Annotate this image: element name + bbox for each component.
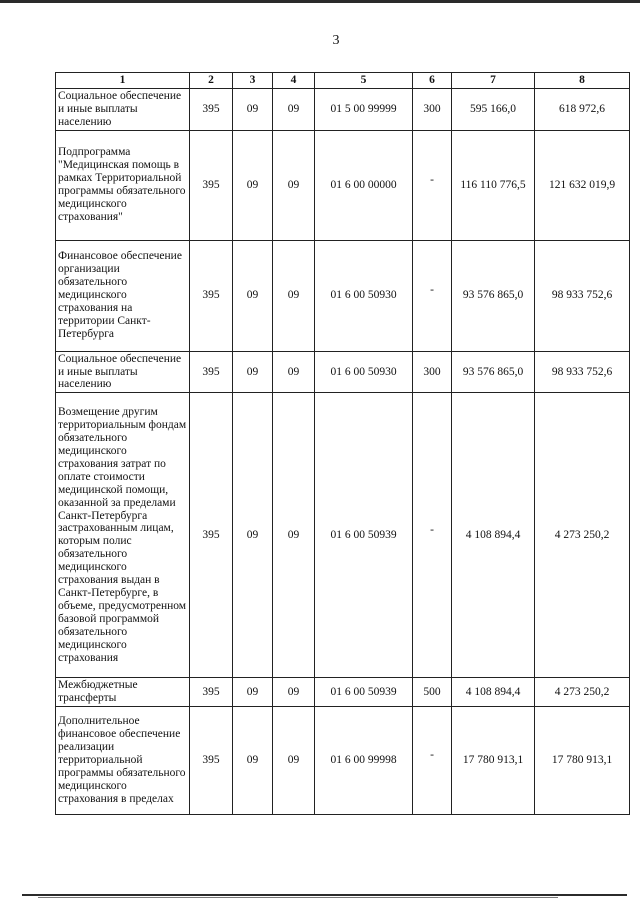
row-name-cell: Социальное обеспечение и иные выплаты населению <box>56 351 190 393</box>
row-code-cell: 01 5 00 99999 <box>315 88 413 130</box>
row-amount-1-cell: 93 576 865,0 <box>452 240 535 351</box>
row-code-cell: 01 6 00 50930 <box>315 240 413 351</box>
row-col4-cell: 09 <box>273 88 315 130</box>
row-col4-cell: 09 <box>273 393 315 678</box>
row-type-value: - <box>430 749 434 762</box>
row-amount-2-cell: 4 273 250,2 <box>535 393 630 678</box>
row-amount-2-cell: 618 972,6 <box>535 88 630 130</box>
row-type-cell <box>413 130 452 240</box>
row-amount-2-cell: 17 780 913,1 <box>535 707 630 815</box>
row-code-cell: 01 6 00 00000 <box>315 130 413 240</box>
top-scan-edge <box>0 0 640 3</box>
row-type-cell: 300 <box>413 88 452 130</box>
row-type-cell <box>413 393 452 678</box>
row-col2-cell: 395 <box>190 240 233 351</box>
row-col3-cell: 09 <box>233 88 273 130</box>
table-row <box>56 393 630 678</box>
row-amount-1-cell: 116 110 776,5 <box>452 130 535 240</box>
row-code-cell: 01 6 00 50939 <box>315 393 413 678</box>
row-col3-cell: 09 <box>233 707 273 815</box>
header-cell-8: 8 <box>535 73 630 89</box>
row-col4-cell: 09 <box>273 707 315 815</box>
row-name-cell: Финансовое обеспечение организации обязательного медицинского страхования на территории Санкт-Петербурга <box>56 240 190 351</box>
row-code-cell: 01 6 00 50939 <box>315 678 413 707</box>
table-row <box>56 678 630 707</box>
row-name-cell: Межбюджетные трансферты <box>56 678 190 707</box>
row-col4-cell: 09 <box>273 130 315 240</box>
table-header-row <box>56 73 630 89</box>
row-amount-2-cell: 4 273 250,2 <box>535 678 630 707</box>
row-type-cell: 300 <box>413 351 452 393</box>
header-cell-1: 1 <box>56 73 190 89</box>
table-row <box>56 707 630 815</box>
row-type-cell <box>413 240 452 351</box>
row-col3-cell: 09 <box>233 240 273 351</box>
row-col4-cell: 09 <box>273 240 315 351</box>
row-col2-cell: 395 <box>190 130 233 240</box>
row-name-cell: Возмещение другим территориальным фондам обязательного медицинского страхования затрат по оплате стоимости медицинской помощи, оказанной за пределами Санкт-Петербурга застрахованным лицам, которым полис обязательного медицинского страхования выдан в Санкт-Петербурге, в объеме, предусмотренном базовой программой обязательного медицинского страхования <box>56 393 190 678</box>
row-type-cell: 500 <box>413 678 452 707</box>
row-col2-cell: 395 <box>190 351 233 393</box>
row-type-cell <box>413 707 452 815</box>
row-col2-cell: 395 <box>190 678 233 707</box>
row-amount-1-cell: 4 108 894,4 <box>452 393 535 678</box>
header-cell-3: 3 <box>233 73 273 89</box>
header-cell-7: 7 <box>452 73 535 89</box>
row-col3-cell: 09 <box>233 130 273 240</box>
table-row <box>56 351 630 393</box>
table-row <box>56 240 630 351</box>
row-col2-cell: 395 <box>190 707 233 815</box>
row-amount-1-cell: 595 166,0 <box>452 88 535 130</box>
row-amount-2-cell: 121 632 019,9 <box>535 130 630 240</box>
row-col4-cell: 09 <box>273 351 315 393</box>
row-amount-1-cell: 93 576 865,0 <box>452 351 535 393</box>
header-cell-6: 6 <box>413 73 452 89</box>
row-type-value: - <box>430 523 434 536</box>
row-col2-cell: 395 <box>190 88 233 130</box>
row-col2-cell: 395 <box>190 393 233 678</box>
row-type-value: - <box>430 284 434 297</box>
row-name-cell: Социальное обеспечение и иные выплаты населению <box>56 88 190 130</box>
row-col3-cell: 09 <box>233 393 273 678</box>
row-amount-1-cell: 17 780 913,1 <box>452 707 535 815</box>
header-cell-5: 5 <box>315 73 413 89</box>
row-name-cell: Дополнительное финансовое обеспечение реализации территориальной программы обязательного медицинского страхования в пределах <box>56 707 190 815</box>
row-col3-cell: 09 <box>233 678 273 707</box>
row-code-cell: 01 6 00 50930 <box>315 351 413 393</box>
row-col4-cell: 09 <box>273 678 315 707</box>
header-cell-4: 4 <box>273 73 315 89</box>
table-row <box>56 88 630 130</box>
row-type-value: - <box>430 173 434 186</box>
row-amount-1-cell: 4 108 894,4 <box>452 678 535 707</box>
budget-table <box>55 72 630 815</box>
row-amount-2-cell: 98 933 752,6 <box>535 351 630 393</box>
header-cell-2: 2 <box>190 73 233 89</box>
page-number: 3 <box>332 33 340 48</box>
row-amount-2-cell: 98 933 752,6 <box>535 240 630 351</box>
bottom-scan-edge-shadow <box>38 897 558 898</box>
row-col3-cell: 09 <box>233 351 273 393</box>
row-code-cell: 01 6 00 99998 <box>315 707 413 815</box>
table-row <box>56 130 630 240</box>
row-name-cell: Подпрограмма "Медицинская помощь в рамках Территориальной программы обязательного медицинского страхования" <box>56 130 190 240</box>
bottom-scan-edge <box>22 894 627 896</box>
